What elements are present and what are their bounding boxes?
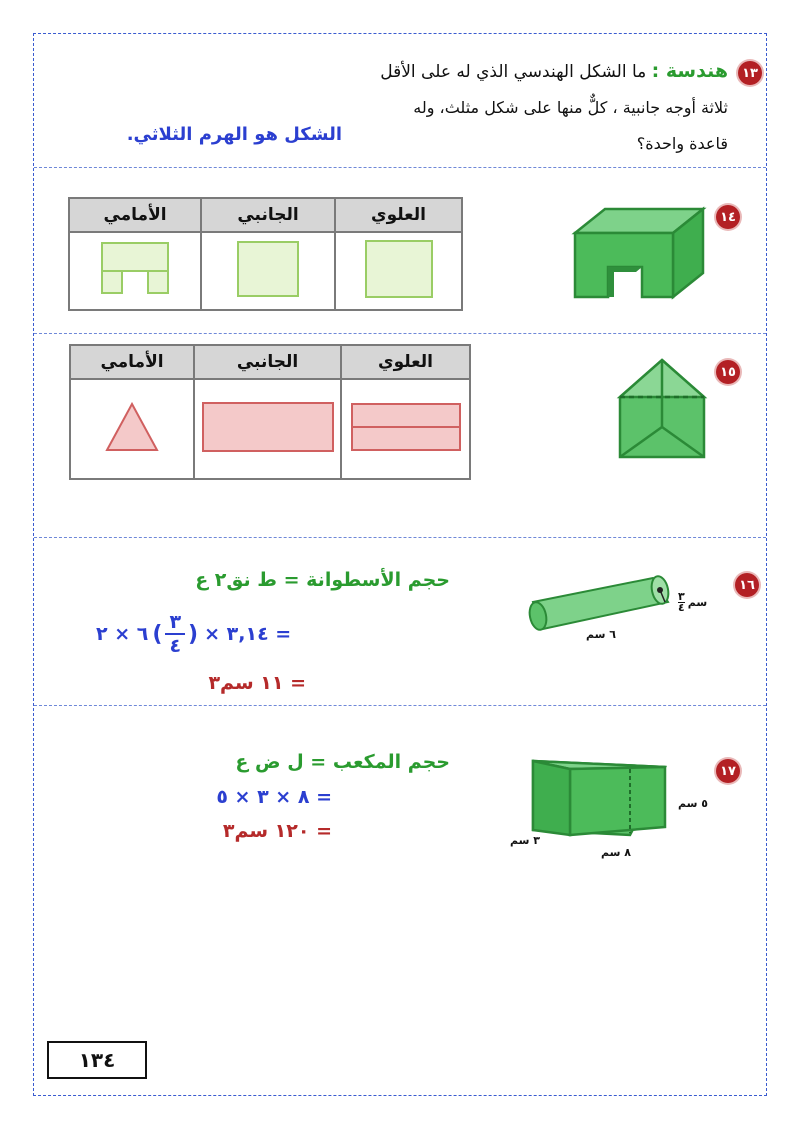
rectangular-prism-figure [525, 755, 675, 847]
header-side: الجانبي [194, 345, 341, 379]
question-13-line3: قاعدة واحدة؟ [636, 134, 728, 153]
page-number-box [47, 1041, 147, 1079]
header-front: الأمامي [70, 345, 194, 379]
header-front: الأمامي [69, 198, 201, 232]
cylinder-radius-label [678, 592, 707, 613]
cylinder-length-label: ٦ سم [586, 628, 616, 641]
question-14-badge: ١٤ [716, 205, 740, 229]
fraction-denominator: ٤ [169, 635, 182, 657]
separator [34, 537, 766, 538]
question-15-views-table [69, 344, 471, 480]
question-13-answer: الشكل هو الهرم الثلاثي. [126, 124, 342, 145]
separator [34, 167, 766, 168]
header-side: الجانبي [201, 198, 335, 232]
step1-close-paren: ) [188, 621, 199, 647]
top-view-shape [350, 402, 462, 452]
top-view-shape [364, 239, 434, 299]
radius-fraction [678, 592, 685, 613]
cylinder-volume-result: = ١١ سم٣ [208, 672, 306, 694]
page-number: ١٣٤ [78, 1048, 116, 1072]
header-top: العلوي [335, 198, 462, 232]
triangular-prism-figure [612, 355, 712, 465]
fraction-numerator: ٣ [165, 611, 185, 635]
cylinder-volume-formula: حجم الأسطوانة = ط نق٢ ع [195, 569, 450, 591]
side-view-cell [194, 379, 341, 479]
question-14-views-table [68, 197, 463, 311]
step1-right: × ٣,١٤ = [204, 623, 292, 645]
prism-volume-step1: = ٨ × ٣ × ٥ [216, 786, 332, 808]
radius-denominator: ٤ [678, 601, 685, 614]
top-view-cell [341, 379, 470, 479]
prism-length-label: ٨ سم [601, 846, 631, 859]
front-view-cell [70, 379, 194, 479]
question-13-badge: ١٣ [738, 61, 762, 85]
side-view-cell [201, 232, 335, 310]
radius-numerator: ٣ [678, 590, 685, 603]
question-13-text1: ما الشكل الهندسي الذي له على الأقل [380, 62, 647, 82]
separator [34, 705, 766, 706]
prism-height-label: ٥ سم [678, 797, 708, 810]
step1-left: ٦ × ٢ [96, 623, 149, 645]
front-view-shape [100, 241, 170, 297]
side-view-shape [236, 240, 300, 298]
radius-unit: سم [687, 596, 708, 609]
question-13-term: هندسة : [651, 60, 728, 82]
page-frame [33, 33, 767, 1096]
side-view-shape [201, 401, 335, 453]
question-15-badge: ١٥ [716, 360, 740, 384]
top-view-cell [335, 232, 462, 310]
prism-volume-result: = ١٢٠ سم٣ [222, 820, 332, 842]
separator [34, 333, 766, 334]
question-16-badge: ١٦ [735, 573, 759, 597]
prism-depth-label: ٣ سم [510, 834, 540, 847]
prism-volume-formula: حجم المكعب = ل ض ع [235, 751, 450, 773]
front-view-shape [104, 401, 160, 453]
front-view-cell [69, 232, 201, 310]
header-top: العلوي [341, 345, 470, 379]
question-13-line1 [380, 60, 728, 82]
question-17-badge: ١٧ [716, 759, 740, 783]
step1-open-paren: ( [152, 621, 163, 647]
cylinder-step1 [96, 611, 291, 657]
block-with-arch-figure [570, 205, 710, 305]
question-13-line2: ثلاثة أوجه جانبية ، كلٌّ منها على شكل مثلث، وله [413, 98, 728, 117]
step1-fraction [165, 611, 185, 657]
